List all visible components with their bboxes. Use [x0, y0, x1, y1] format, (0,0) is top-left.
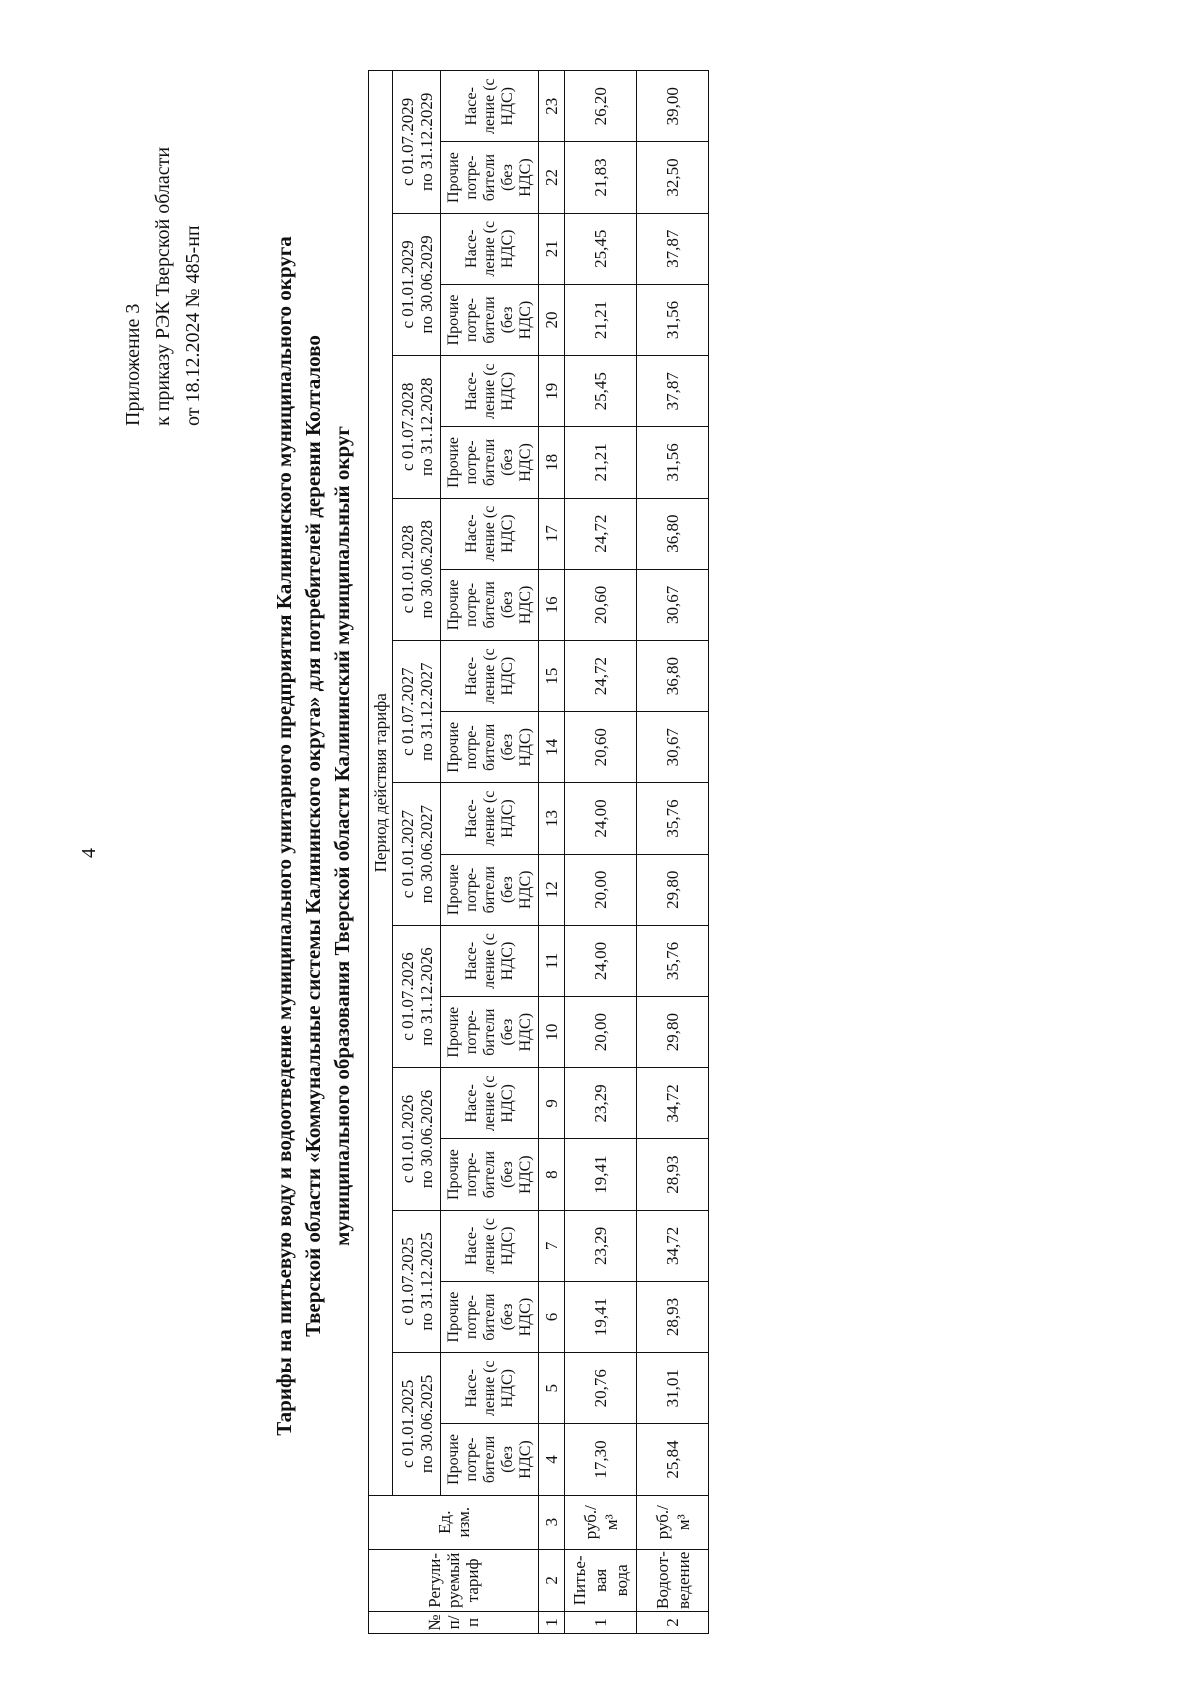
period-header: [393, 356, 441, 498]
category-other-consumers: Прочие потре- бители (без НДС): [441, 1424, 539, 1495]
tariff-value-cell: 36,80: [637, 640, 709, 711]
tariff-value-cell: 34,72: [637, 1068, 709, 1139]
category-other-consumers: Прочие потре- бители (без НДС): [441, 1281, 539, 1352]
document-title: [270, 36, 357, 1636]
unit-cell: руб./ м³: [565, 1495, 637, 1549]
column-number: 22: [539, 142, 565, 213]
category-population: Насе- ление (с НДС): [441, 1068, 539, 1139]
tariff-value-cell: 37,87: [637, 356, 709, 427]
category-population: Насе- ление (с НДС): [441, 356, 539, 427]
category-population: Насе- ление (с НДС): [441, 1353, 539, 1424]
period-header: [393, 925, 441, 1067]
appendix-line-3: от 18.12.2024 № 485-нп: [182, 225, 204, 426]
category-other-consumers: Прочие потре- бители (без НДС): [441, 854, 539, 925]
period-to: по 30.06.2026: [416, 1089, 436, 1189]
column-number: 5: [539, 1353, 565, 1424]
tariff-value-cell: 28,93: [637, 1281, 709, 1352]
tariff-value-cell: 25,45: [565, 213, 637, 284]
period-to: по 30.06.2027: [416, 804, 436, 904]
tariff-value-cell: 25,84: [637, 1424, 709, 1495]
tariff-value-cell: 36,80: [637, 498, 709, 569]
column-number: 21: [539, 213, 565, 284]
tariff-value-cell: 31,56: [637, 284, 709, 355]
tariff-value-cell: 39,00: [637, 71, 709, 142]
period-to: по 30.06.2025: [416, 1374, 436, 1474]
column-number: 2: [539, 1549, 565, 1611]
appendix-line-1: Приложение 3: [122, 303, 144, 426]
column-number: 9: [539, 1068, 565, 1139]
period-to: по 31.12.2029: [416, 92, 436, 192]
table-header-row-1: [369, 71, 393, 1634]
tariff-value-cell: 23,29: [565, 1068, 637, 1139]
tariff-value-cell: 19,41: [565, 1139, 637, 1210]
category-other-consumers: Прочие потре- бители (без НДС): [441, 427, 539, 498]
column-number: 3: [539, 1495, 565, 1549]
tariff-value-cell: 20,00: [565, 997, 637, 1068]
table-column-numbers-row: [539, 71, 565, 1634]
period-header: [393, 1210, 441, 1352]
period-to: по 30.06.2029: [416, 235, 436, 334]
tariff-value-cell: 23,29: [565, 1210, 637, 1281]
column-number: 15: [539, 640, 565, 711]
tariff-value-cell: 21,21: [565, 284, 637, 355]
category-population: Насе- ление (с НДС): [441, 498, 539, 569]
period-from: с 01.07.2026: [397, 952, 417, 1041]
category-population: Насе- ление (с НДС): [441, 925, 539, 996]
title-line-1: Тарифы на питьевую воду и водоотведение муниципального унитарного предприятия Калининского муниципального округа: [272, 236, 296, 1436]
tariff-value-cell: 25,45: [565, 356, 637, 427]
period-from: с 01.01.2027: [397, 809, 417, 899]
category-other-consumers: Прочие потре- бители (без НДС): [441, 712, 539, 783]
tariff-value-cell: 17,30: [565, 1424, 637, 1495]
period-to: по 31.12.2028: [416, 377, 436, 476]
tariff-table: [368, 70, 709, 1634]
column-number: 4: [539, 1424, 565, 1495]
unit-cell: руб./ м³: [637, 1495, 709, 1549]
category-other-consumers: Прочие потре- бители (без НДС): [441, 997, 539, 1068]
period-to: по 31.12.2025: [416, 1232, 436, 1331]
period-to: по 31.12.2027: [416, 662, 436, 761]
period-to: по 30.06.2028: [416, 520, 436, 619]
category-other-consumers: Прочие потре- бители (без НДС): [441, 569, 539, 640]
tariff-value-cell: 24,72: [565, 640, 637, 711]
tariff-value-cell: 21,83: [565, 142, 637, 213]
tariff-value-cell: 35,76: [637, 783, 709, 854]
category-population: Насе- ление (с НДС): [441, 213, 539, 284]
title-line-2: Тверской области «Коммунальные системы Калининского округа» для потребителей деревни Колталово: [301, 335, 325, 1337]
tariff-value-cell: 32,50: [637, 142, 709, 213]
tariff-value-cell: 37,87: [637, 213, 709, 284]
column-number: 11: [539, 925, 565, 996]
table-row: [565, 71, 637, 1634]
period-from: с 01.07.2025: [397, 1237, 417, 1326]
tariff-value-cell: 29,80: [637, 997, 709, 1068]
tariff-value-cell: 30,67: [637, 569, 709, 640]
tariff-value-cell: 24,00: [565, 925, 637, 996]
page-number: 4: [78, 848, 100, 858]
column-number: 20: [539, 284, 565, 355]
appendix-line-2: к приказу РЭК Тверской области: [152, 146, 174, 426]
column-number: 8: [539, 1139, 565, 1210]
table-row: [637, 71, 709, 1634]
period-from: с 01.07.2028: [397, 382, 417, 471]
column-number: 1: [539, 1611, 565, 1633]
regulated-tariff-cell: Водоот- ведение: [637, 1549, 709, 1611]
period-header: [393, 640, 441, 782]
category-other-consumers: Прочие потре- бители (без НДС): [441, 1139, 539, 1210]
tariff-value-cell: 20,76: [565, 1353, 637, 1424]
tariff-value-cell: 34,72: [637, 1210, 709, 1281]
period-from: с 01.01.2029: [397, 240, 417, 329]
tariff-value-cell: 30,67: [637, 712, 709, 783]
tariff-value-cell: 28,93: [637, 1139, 709, 1210]
category-other-consumers: Прочие потре- бители (без НДС): [441, 142, 539, 213]
tariff-value-cell: 20,00: [565, 854, 637, 925]
tariff-value-cell: 31,56: [637, 427, 709, 498]
period-to: по 31.12.2026: [416, 947, 436, 1046]
period-header: [393, 213, 441, 355]
tariff-value-cell: 24,00: [565, 783, 637, 854]
header-regulated-tariff: Регули- руемый тариф: [369, 1549, 539, 1611]
row-number-cell: 2: [637, 1611, 709, 1633]
period-from: с 01.01.2025: [397, 1379, 417, 1469]
column-number: 19: [539, 356, 565, 427]
period-header: [393, 1353, 441, 1495]
table-header-categories-row: [441, 71, 539, 1634]
period-header: [393, 498, 441, 640]
category-population: Насе- ление (с НДС): [441, 1210, 539, 1281]
category-population: Насе- ление (с НДС): [441, 783, 539, 854]
tariff-value-cell: 20,60: [565, 712, 637, 783]
period-from: с 01.07.2027: [397, 667, 417, 756]
column-number: 23: [539, 71, 565, 142]
period-from: с 01.01.2026: [397, 1094, 417, 1184]
period-header: [393, 1068, 441, 1210]
column-number: 7: [539, 1210, 565, 1281]
period-from: с 01.07.2029: [397, 97, 417, 186]
row-number-cell: 1: [565, 1611, 637, 1633]
category-other-consumers: Прочие потре- бители (без НДС): [441, 284, 539, 355]
tariff-value-cell: 35,76: [637, 925, 709, 996]
tariff-value-cell: 21,21: [565, 427, 637, 498]
title-line-3: муниципального образования Тверской области Калининский муниципальный округ: [330, 426, 354, 1246]
tariff-value-cell: 26,20: [565, 71, 637, 142]
tariff-value-cell: 24,72: [565, 498, 637, 569]
table-header-periods-row: [393, 71, 441, 1634]
category-population: Насе- ление (с НДС): [441, 640, 539, 711]
category-population: Насе- ление (с НДС): [441, 71, 539, 142]
column-number: 12: [539, 854, 565, 925]
column-number: 17: [539, 498, 565, 569]
header-row-number: № п/ п: [369, 1611, 539, 1633]
column-number: 6: [539, 1281, 565, 1352]
tariff-value-cell: 29,80: [637, 854, 709, 925]
header-period: Период действия тарифа: [369, 71, 393, 1496]
column-number: 13: [539, 783, 565, 854]
column-number: 14: [539, 712, 565, 783]
tariff-value-cell: 31,01: [637, 1353, 709, 1424]
column-number: 16: [539, 569, 565, 640]
regulated-tariff-cell: Питье- вая вода: [565, 1549, 637, 1611]
period-header: [393, 71, 441, 214]
header-unit: Ед. изм.: [369, 1495, 539, 1549]
appendix-block: [118, 147, 208, 426]
tariff-value-cell: 20,60: [565, 569, 637, 640]
period-from: с 01.01.2028: [397, 525, 417, 614]
period-header: [393, 783, 441, 925]
column-number: 10: [539, 997, 565, 1068]
tariff-value-cell: 19,41: [565, 1281, 637, 1352]
column-number: 18: [539, 427, 565, 498]
